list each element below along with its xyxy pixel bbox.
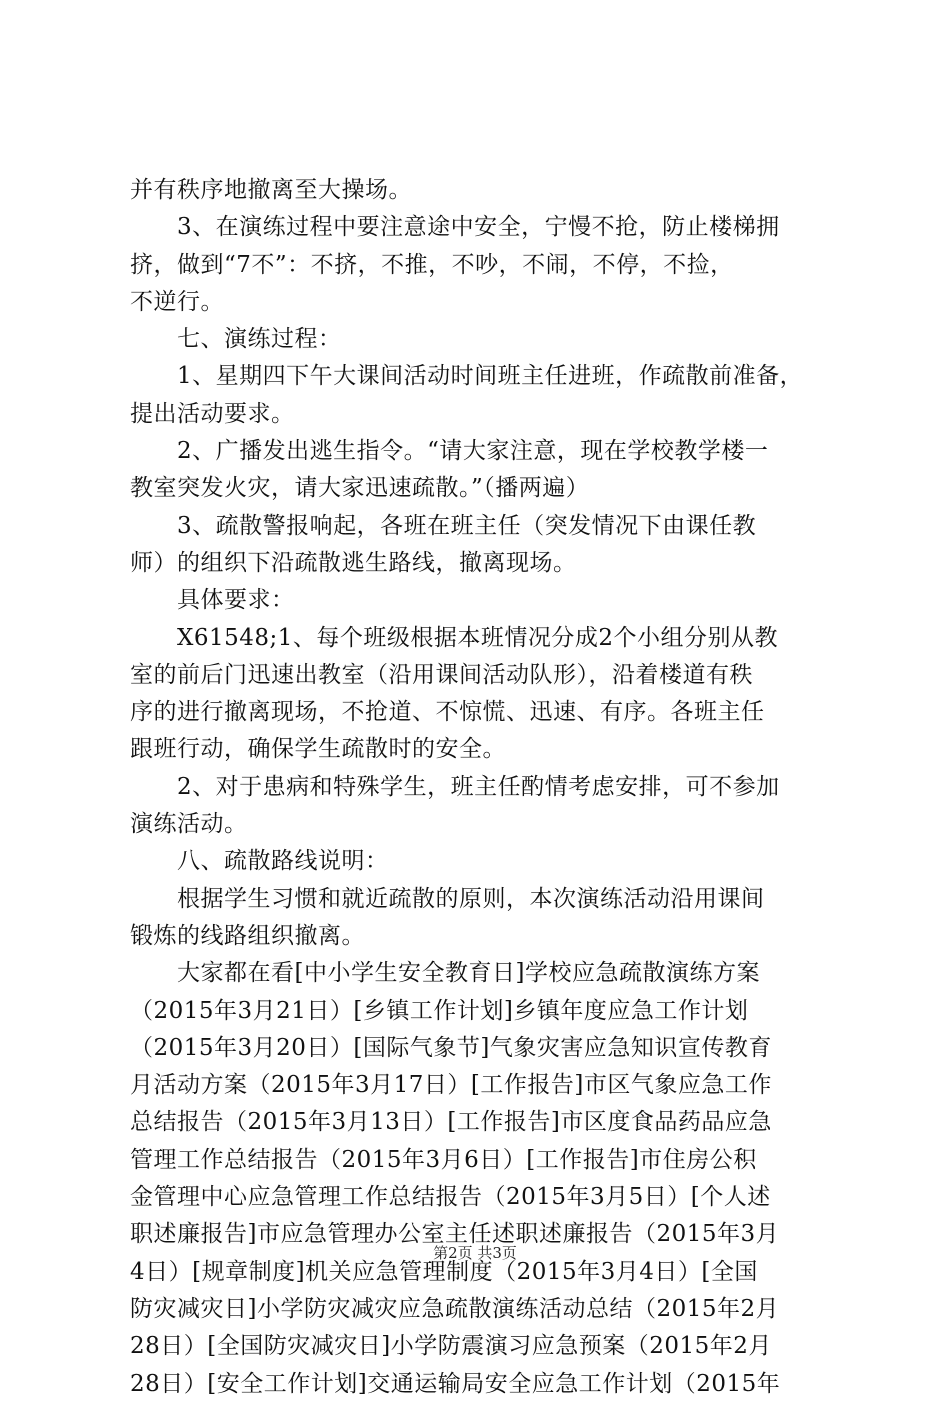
text-line: 总结报告（2015年3月13日）[工作报告]市区度食品药品应急 bbox=[130, 1109, 772, 1136]
text-line: 并有秩序地撤离至大操场。 bbox=[130, 177, 412, 203]
text-line: 28日）[安全工作计划]交通运输局安全应急工作计划（2015年 bbox=[130, 1370, 781, 1397]
section-heading: 八、疏散路线说明： bbox=[130, 848, 389, 875]
text-line: 职述廉报告]市应急管理办公室主任述职述廉报告（2015年3月 bbox=[130, 1221, 780, 1248]
text-line: X61548;1、每个班级根据本班情况分成2个小组分别从教 bbox=[130, 624, 779, 651]
text-line: （2015年3月20日）[国际气象节]气象灾害应急知识宣传教育 bbox=[130, 1034, 772, 1061]
text-line: 室的前后门迅速出教室（沿用课间活动队形），沿着楼道有秩 bbox=[130, 661, 753, 688]
text-line: 大家都在看[中小学生安全教育日]学校应急疏散演练方案 bbox=[130, 960, 760, 987]
text-line: 2、广播发出逃生指令。“请大家注意，现在学校教学楼一 bbox=[130, 438, 769, 465]
document-body bbox=[130, 172, 840, 1403]
text-line: 演练活动。 bbox=[130, 811, 248, 838]
text-line: 不逆行。 bbox=[130, 288, 224, 315]
subheading: 具体要求： bbox=[130, 587, 295, 614]
text-line: 教室突发火灾，请大家迅速疏散。”（播两遍） bbox=[130, 475, 590, 502]
text-line: （2015年3月21日）[乡镇工作计划]乡镇年度应急工作计划 bbox=[130, 997, 749, 1024]
text-line: 2、对于患病和特殊学生，班主任酌情考虑安排，可不参加 bbox=[130, 773, 780, 800]
text-line: 28日）[全国防灾减灾日]小学防震演习应急预案（2015年2月 bbox=[130, 1333, 772, 1360]
page-number-footer: 第2页 共3页 bbox=[433, 1244, 517, 1262]
section-heading: 七、演练过程： bbox=[130, 326, 342, 353]
text-line: 根据学生习惯和就近疏散的原则，本次演练活动沿用课间 bbox=[130, 885, 765, 912]
text-line: 序的进行撤离现场，不抢道、不惊慌、迅速、有序。各班主任 bbox=[130, 699, 765, 726]
text-line: 提出活动要求。 bbox=[130, 400, 295, 427]
text-line: 师）的组织下沿疏散逃生路线，撤离现场。 bbox=[130, 549, 577, 576]
text-line: 挤，做到“7不”：不挤，不推，不吵，不闹，不停，不捡， bbox=[130, 251, 734, 278]
text-line: 锻炼的线路组织撤离。 bbox=[130, 922, 365, 949]
text-line: 4日）[规章制度]机关应急管理制度（2015年3月4日）[全国 bbox=[130, 1258, 758, 1285]
text-line: 3、在演练过程中要注意途中安全，宁慢不抢，防止楼梯拥 bbox=[130, 214, 780, 241]
text-line: 管理工作总结报告（2015年3月6日）[工作报告]市住房公积 bbox=[130, 1146, 757, 1173]
text-line: 3、疏散警报响起，各班在班主任（突发情况下由课任教 bbox=[130, 512, 757, 539]
text-line: 跟班行动，确保学生疏散时的安全。 bbox=[130, 736, 506, 763]
text-line: 月活动方案（2015年3月17日）[工作报告]市区气象应急工作 bbox=[130, 1072, 772, 1099]
text-line: 1、星期四下午大课间活动时间班主任进班，作疏散前准备， bbox=[130, 363, 804, 390]
text-line: 金管理中心应急管理工作总结报告（2015年3月5日）[个人述 bbox=[130, 1184, 771, 1211]
text-line: 防灾减灾日]小学防灾减灾应急疏散演练活动总结（2015年2月 bbox=[130, 1295, 780, 1322]
